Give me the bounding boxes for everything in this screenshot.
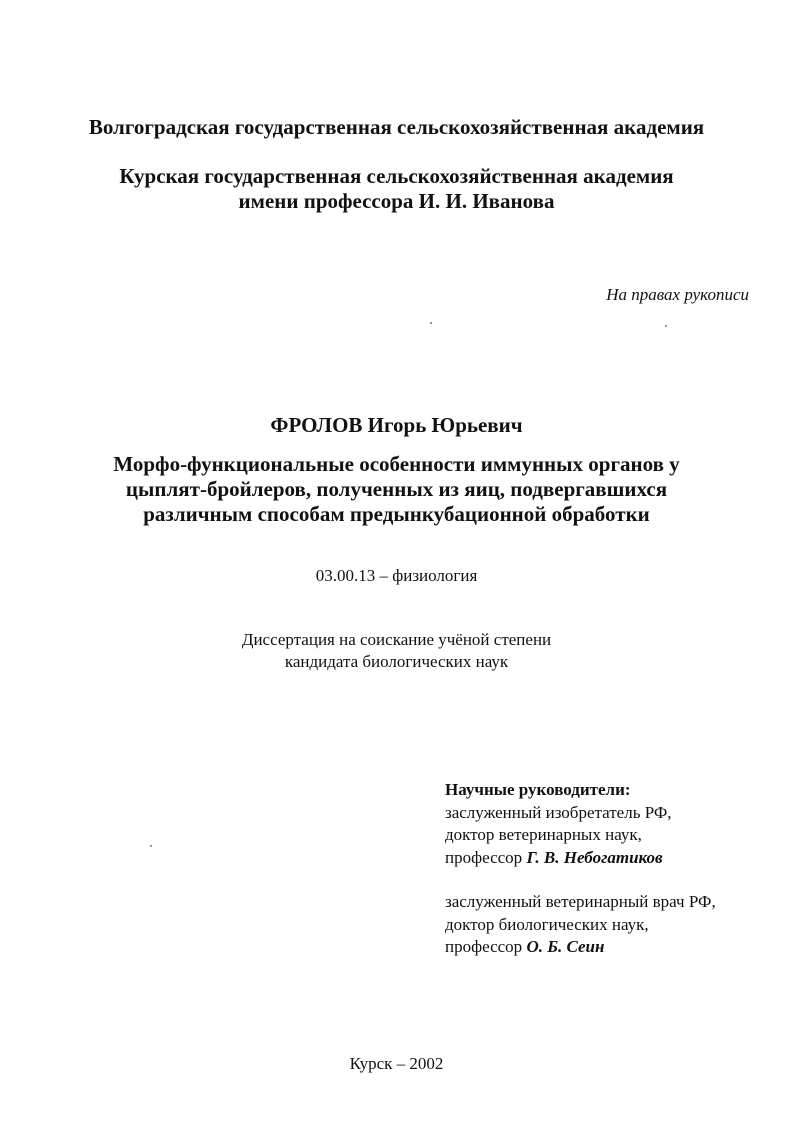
advisors-header: Научные руководители: bbox=[445, 780, 631, 799]
advisor-1-degree: доктор ветеринарных наук, bbox=[445, 825, 642, 844]
specialty-code: 03.00.13 – физиология bbox=[315, 566, 478, 585]
author-name: ФРОЛОВ Игорь Юрьевич bbox=[270, 413, 523, 437]
advisor-2-rank: профессор bbox=[445, 937, 523, 956]
advisors-spacer bbox=[445, 869, 785, 891]
degree-line-1: Диссертация на соискание учёной степени bbox=[241, 630, 552, 649]
advisor-1-line bbox=[445, 847, 785, 870]
advisor-1-name: Г. В. Небогатиков bbox=[526, 847, 663, 867]
manuscript-note: На правах рукописи bbox=[606, 285, 749, 304]
place-and-year: Курск – 2002 bbox=[349, 1054, 444, 1073]
advisors-block bbox=[445, 779, 785, 959]
dissertation-title-line-2: цыплят-бройлеров, полученных из яиц, подвергавшихся bbox=[125, 477, 668, 501]
scan-speck bbox=[150, 845, 152, 847]
advisor-1-rank: профессор bbox=[445, 847, 523, 867]
advisor-2-name: О. Б. Сеин bbox=[526, 937, 605, 956]
institution-kursk: Курская государственная сельскохозяйственная академия bbox=[119, 164, 674, 188]
advisor-2-line bbox=[445, 936, 785, 959]
scan-speck bbox=[665, 325, 667, 327]
institution-kursk-named: имени профессора И. И. Иванова bbox=[238, 189, 555, 213]
dissertation-title-line-3: различным способам предынкубационной обработки bbox=[143, 502, 650, 526]
advisor-2-title: заслуженный ветеринарный врач РФ, bbox=[445, 892, 716, 911]
institution-volgograd: Волгоградская государственная сельскохозяйственная академия bbox=[88, 115, 705, 139]
degree-line-2: кандидата биологических наук bbox=[284, 652, 509, 671]
advisor-1-title: заслуженный изобретатель РФ, bbox=[445, 802, 672, 822]
scan-speck bbox=[430, 322, 432, 324]
advisor-2-degree: доктор биологических наук, bbox=[445, 914, 649, 934]
dissertation-title-line-1: Морфо-функциональные особенности иммунных органов у bbox=[113, 452, 680, 476]
